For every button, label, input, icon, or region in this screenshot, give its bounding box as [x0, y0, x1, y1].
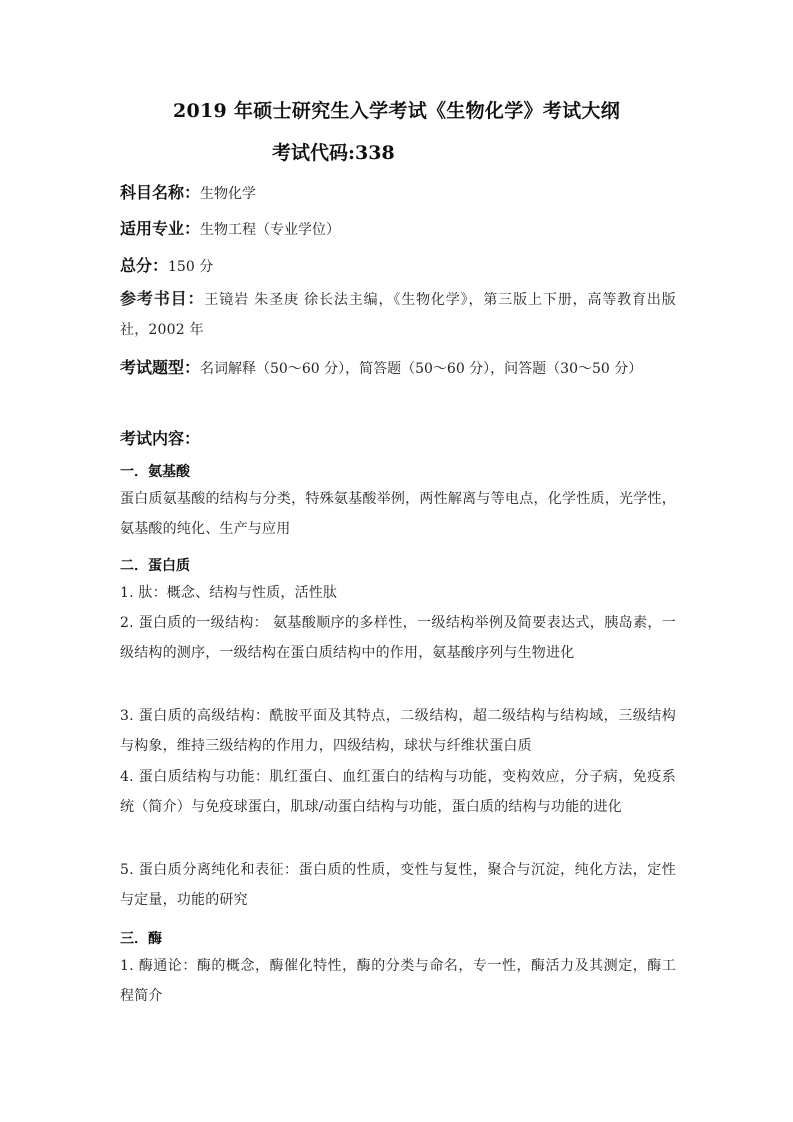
info-label: 总分： [120, 256, 169, 275]
info-question-types [120, 355, 676, 378]
section-paragraph: 2. 蛋白质的一级结构： 氨基酸顺序的多样性，一级结构举例及简要表达式，胰岛素，一级结构的测序，一级结构在蛋白质结构中的作用，氨基酸序列与生物进化 [120, 615, 676, 661]
info-value: 150 分 [168, 259, 214, 275]
info-label: 适用专业： [120, 219, 201, 238]
info-total-score [120, 253, 676, 276]
section-paragraph: 3. 蛋白质的高级结构：酰胺平面及其特点，二级结构，超二级结构与结构域，三级结构与构象，维持三级结构的作用力，四级结构，球状与纤维状蛋白质 [120, 708, 676, 754]
info-label: 考试题型： [120, 358, 201, 377]
info-value: 生物工程（专业学位） [200, 222, 341, 238]
exam-code: 考试代码:338 [272, 142, 395, 164]
info-subject [120, 180, 676, 203]
section-paragraph: 5. 蛋白质分离纯化和表征：蛋白质的性质，变性与复性，聚合与沉淀，纯化方法，定性与定量，功能的研究 [120, 862, 676, 908]
section-paragraph: 4. 蛋白质结构与功能：肌红蛋白、血红蛋白的结构与功能，变构效应，分子病，免疫系统（简介）与免疫球蛋白，肌球/动蛋白结构与功能，蛋白质的结构与功能的进化 [120, 769, 676, 815]
info-reference-books [120, 284, 676, 345]
section-heading-amino-acids: 一．氨基酸 [120, 464, 190, 480]
section-paragraph: 1. 肽：概念、结构与性质，活性肽 [120, 585, 338, 601]
section-heading-enzymes: 三．酶 [120, 931, 162, 947]
info-major [120, 216, 676, 239]
document-title: 2019 年硕士研究生入学考试《生物化学》考试大纲 [173, 100, 620, 122]
section-paragraph: 蛋白质氨基酸的结构与分类，特殊氨基酸举例，两性解离与等电点，化学性质，光学性，氨基酸的纯化、生产与应用 [120, 491, 676, 537]
info-value: 名词解释（50～60 分），简答题（50～60 分），问答题（30～50 分） [200, 361, 643, 377]
section-heading-proteins: 二．蛋白质 [120, 558, 190, 574]
info-label: 科目名称： [120, 183, 201, 202]
exam-content-heading: 考试内容： [120, 429, 201, 448]
info-value: 王镜岩 朱圣庚 徐长法主编，《生物化学》，第三版上下册，高等教育出版社，2002 年 [120, 292, 676, 338]
section-paragraph: 1. 酶通论：酶的概念，酶催化特性，酶的分类与命名，专一性，酶活力及其测定，酶工程简介 [120, 958, 676, 1004]
info-label: 参考书目： [120, 289, 205, 308]
info-value: 生物化学 [200, 186, 257, 202]
